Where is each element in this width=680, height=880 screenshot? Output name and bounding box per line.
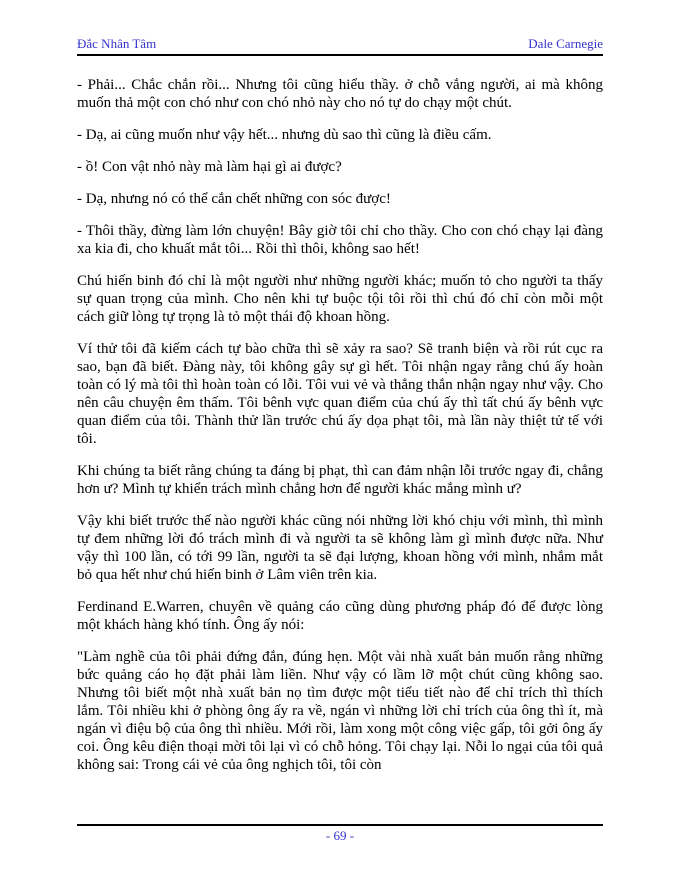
paragraph: - Thôi thầy, đừng làm lớn chuyện! Bây giờ tôi chỉ cho thầy. Cho con chó chạy lại đàng xa kia đi, cho khuất mắt tôi... Rồi thì thôi, không sao hết!: [77, 223, 603, 257]
header-book-title: Đắc Nhân Tâm: [77, 36, 157, 51]
page-header: [77, 36, 603, 56]
paragraph: Chú hiến binh đó chỉ là một người như những người khác; muốn tỏ cho người ta thấy sự quan trọng của mình. Cho nên khi tự buộc tội tôi rồi thì chú đó chỉ còn mỗi một cách giữ lòng tự trọng là tỏ một thái độ khoan hồng.: [77, 273, 603, 325]
header-author: Dale Carnegie: [528, 36, 603, 51]
paragraph: "Làm nghề của tôi phải đứng đắn, đúng hẹn. Một vài nhà xuất bản muốn rằng những bức quảng cáo họ đặt phải làm liền. Như vậy có lầm lỡ một chút cũng không sao. Nhưng tôi biết một nhà xuất bản nọ tìm được một tiểu tiết nào để chỉ trích thì thích lắm. Tôi nhiều khi ở phòng ông ấy ra về, ngán vì những lời chỉ trích của ông thì ít, mà ngán vì điệu bộ của ông thì nhiều. Mới rồi, làm xong một công việc gấp, tôi gởi ông ấy coi. Ông kêu điện thoại mời tôi lại vì có chỗ hỏng. Tôi chạy lại. Nỗi lo ngại của tôi quả không sai: Trong cái vẻ của ông nghịch tôi, tôi còn: [77, 649, 603, 773]
paragraph: Ví thử tôi đã kiếm cách tự bào chữa thì sẽ xảy ra sao? Sẽ tranh biện và rồi rút cục ra sao, bạn đã biết. Đàng này, tôi không gây sự gì hết. Tôi nhận ngay rằng chú ấy hoàn toàn có lý mà tôi thì hoàn toàn có lỗi. Tôi vui vẻ và thẳng thắn nhận ngay như vậy. Cho nên câu chuyện êm thấm. Tôi bênh vực quan điểm của chú ấy thì tất chú ấy bênh vực quan điểm của tôi. Thành thử lần trước chú ấy dọa phạt tôi, mà lần này thiệt tử tế với tôi.: [77, 341, 603, 447]
paragraph: - ồ! Con vật nhỏ này mà làm hại gì ai được?: [77, 159, 342, 175]
paragraph: - Dạ, nhưng nó có thể cắn chết những con sóc được!: [77, 191, 391, 207]
paragraph: Ferdinand E.Warren, chuyên về quảng cáo cũng dùng phương pháp đó để được lòng một khách hàng khó tính. Ông ấy nói:: [77, 599, 603, 633]
paragraph: Khi chúng ta biết rằng chúng ta đáng bị phạt, thì can đảm nhận lỗi trước ngay đi, chẳng hơn ư? Mình tự khiển trách mình chẳng hơn để người khác mắng mình ư?: [77, 463, 603, 497]
body-text: [77, 76, 603, 788]
paragraph: Vậy khi biết trước thế nào người khác cũng nói những lời khó chịu với mình, thì mình tự đem những lời đó trách mình đi và người ta sẽ không làm gì mình được nữa. Như vậy thì 100 lần, có tới 99 lần, người ta sẽ đại lượng, khoan hồng với mình, nhắm mắt bỏ qua hết như chú hiến binh ở Lâm viên trên kia.: [77, 513, 603, 583]
paragraph: - Phải... Chắc chắn rồi... Nhưng tôi cũng hiểu thầy. ở chỗ vắng người, ai mà không muốn thả một con chó như con chó nhỏ này cho nó tự do chạy một chút.: [77, 77, 603, 111]
page-footer: [77, 824, 603, 845]
paragraph: - Dạ, ai cũng muốn như vậy hết... nhưng dù sao thì cũng là điều cấm.: [77, 127, 492, 143]
page-number: - 69 -: [325, 828, 355, 843]
